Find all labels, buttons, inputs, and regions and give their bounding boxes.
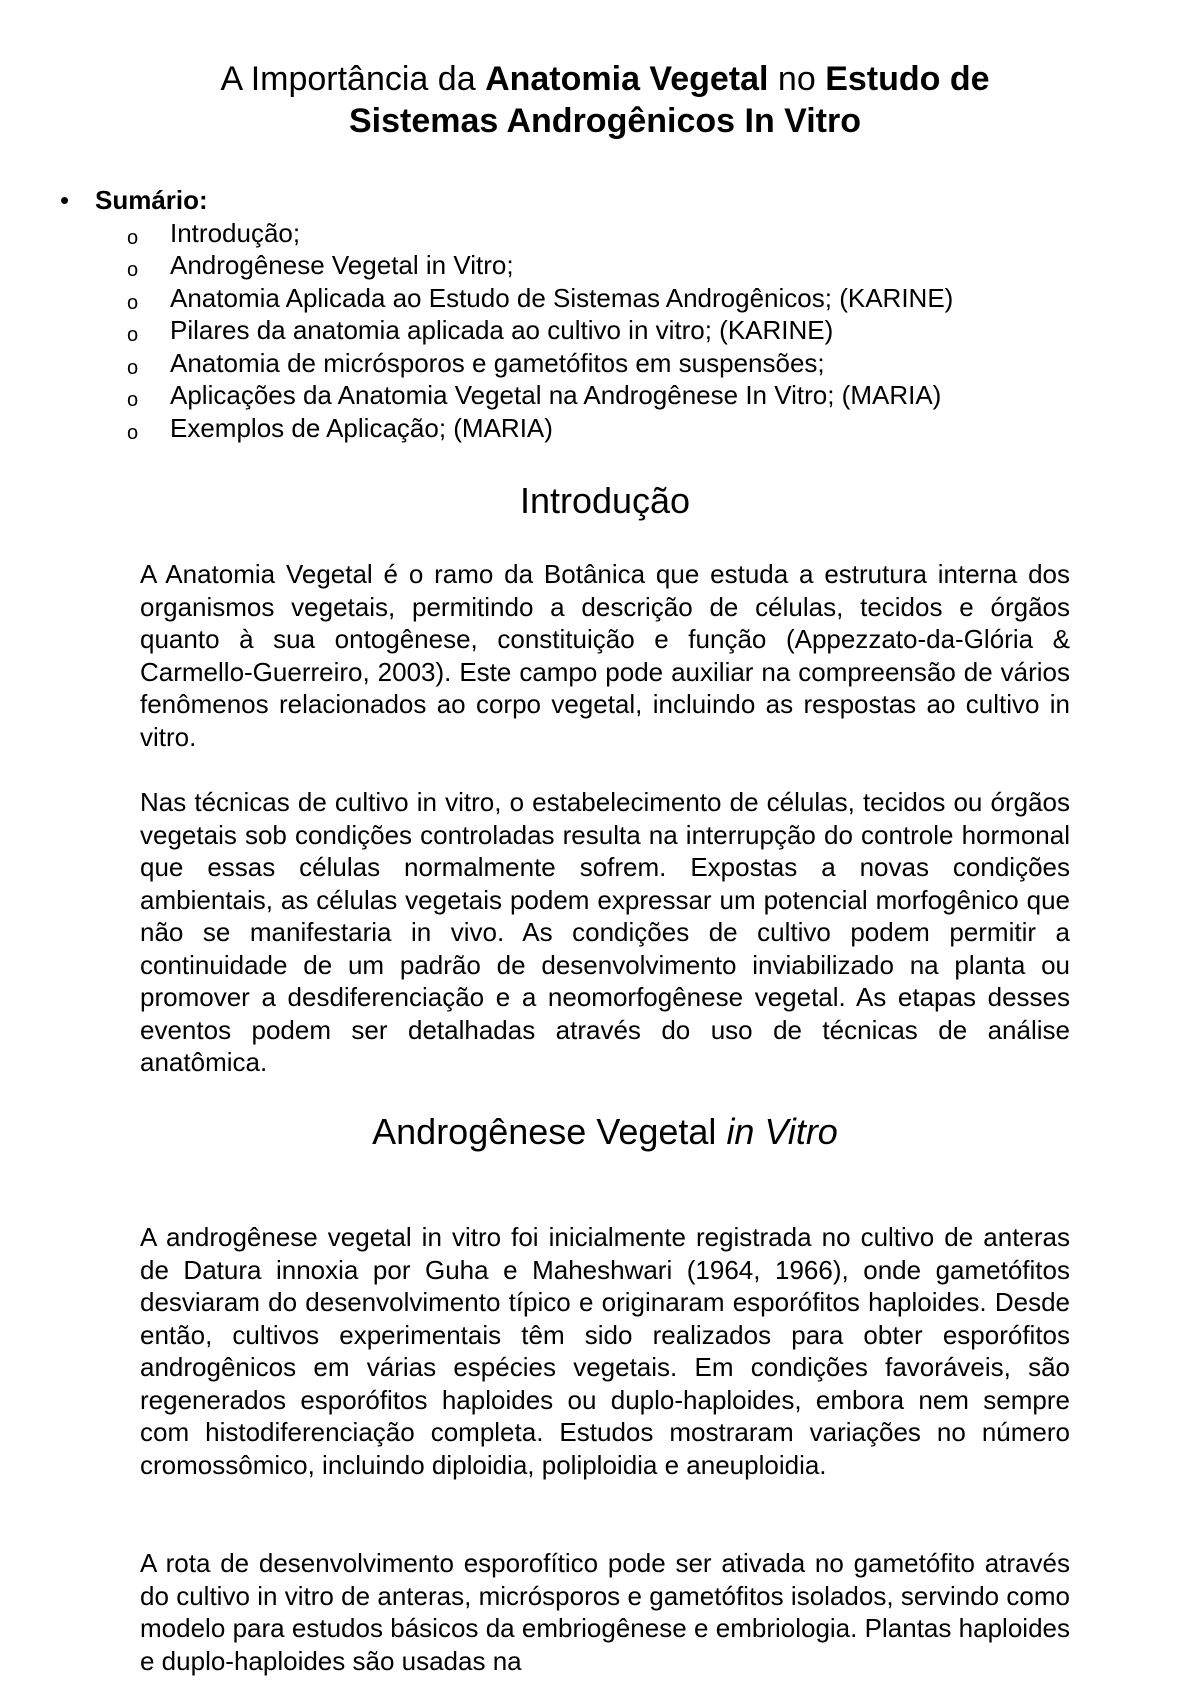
summary-item-label: Anatomia Aplicada ao Estudo de Sistemas Androgênicos; (KARINE) xyxy=(170,282,954,313)
section-heading-label: Androgênese Vegetal xyxy=(372,1111,727,1152)
paragraph: A rota de desenvolvimento esporofítico pode ser ativada no gametófito através do cultivo in vitro de anteras, micrósporos e gametófitos isolados, servindo como modelo para estudos básicos da embriogênese e embriologia. Plantas haploides e duplo-haploides são usadas na xyxy=(140,1548,1070,1676)
summary-item xyxy=(60,347,1100,380)
section-heading-androgenese xyxy=(140,1111,1070,1153)
sub-bullet-icon: o xyxy=(127,324,139,346)
paragraph: Nas técnicas de cultivo in vitro, o estabelecimento de células, tecidos ou órgãos vegetais sob condições controladas resulta na interrupção do controle hormonal que essas células normalmente sofrem. Expostas a novas condições ambientais, as células vegetais podem expressar um potencial morfogênico que não se manifestaria in vivo. As condições de cultivo podem permitir a continuidade de um padrão de desenvolvimento inviabilizado na planta ou promover a desdiferenciação e a neomorfogênese vegetal. As etapas desses eventos podem ser detalhadas através do uso de técnicas de análise anatômica. xyxy=(140,787,1070,1077)
summary-item-label: Pilares da anatomia aplicada ao cultivo in vitro; (KARINE) xyxy=(170,315,834,345)
summary-heading xyxy=(60,184,1100,217)
title-part-2: Anatomia Vegetal xyxy=(485,60,769,98)
summary-item xyxy=(60,412,1100,445)
summary-item xyxy=(60,314,1100,347)
paragraph: A androgênese vegetal in vitro foi inicialmente registrada no cultivo de anteras de Datura innoxia por Guha e Maheshwari (1964, 1966), onde gametófitos desviaram do desenvolvimento típico e originaram esporófitos haploides. Desde então, cultivos experimentais têm sido realizados para obter esporófitos androgênicos em várias espécies vegetais. Em condições favoráveis, são regenerados esporófitos haploides ou duplo-haploides, embora nem sempre com histodiferenciação completa. Estudos mostraram variações no número cromossômico, incluindo diploidia, poliploidia e aneuploidia. xyxy=(140,1222,1070,1480)
title-line-2: Sistemas Androgênicos In Vitro xyxy=(348,102,861,140)
title-part-1: A Importância da xyxy=(220,60,486,98)
summary-item xyxy=(60,217,1100,250)
summary-item xyxy=(60,249,1100,282)
summary-item-label: Anatomia de micrósporos e gametófitos em suspensões; xyxy=(170,347,825,378)
summary-item-label: Introdução; xyxy=(170,217,301,248)
summary-list xyxy=(60,217,1100,445)
bullet-icon: • xyxy=(60,185,70,215)
summary-item xyxy=(60,282,1100,315)
summary-section xyxy=(60,184,1100,444)
summary-item-label: Aplicações da Anatomia Vegetal na Androgênese In Vitro; (MARIA) xyxy=(170,380,942,410)
section-heading-italic: in Vitro xyxy=(726,1111,838,1152)
sub-bullet-icon: o xyxy=(127,291,139,314)
sub-bullet-icon: o xyxy=(127,356,139,379)
summary-item-label: Exemplos de Aplicação; (MARIA) xyxy=(170,412,553,443)
document-title xyxy=(140,58,1070,142)
summary-heading-label: Sumário: xyxy=(95,185,208,215)
sub-bullet-icon: o xyxy=(127,226,139,249)
section-heading-introducao: Introdução xyxy=(519,480,691,521)
summary-item-label: Androgênese Vegetal in Vitro; xyxy=(170,250,514,280)
sub-bullet-icon: o xyxy=(127,389,139,411)
paragraph: A Anatomia Vegetal é o ramo da Botânica que estuda a estrutura interna dos organismos vegetais, permitindo a descrição de células, tecidos e órgãos quanto à sua ontogênese, constituição e função (Appezzato-da-Glória & Carmello-Guerreiro, 2003). Este campo pode auxiliar na compreensão de vários fenômenos relacionados ao corpo vegetal, incluindo as respostas ao cultivo in vitro. xyxy=(140,559,1070,752)
title-part-4: Estudo de xyxy=(825,60,990,98)
summary-item xyxy=(60,379,1100,412)
sub-bullet-icon: o xyxy=(127,259,139,281)
title-part-3: no xyxy=(768,60,826,98)
sub-bullet-icon: o xyxy=(127,421,139,444)
